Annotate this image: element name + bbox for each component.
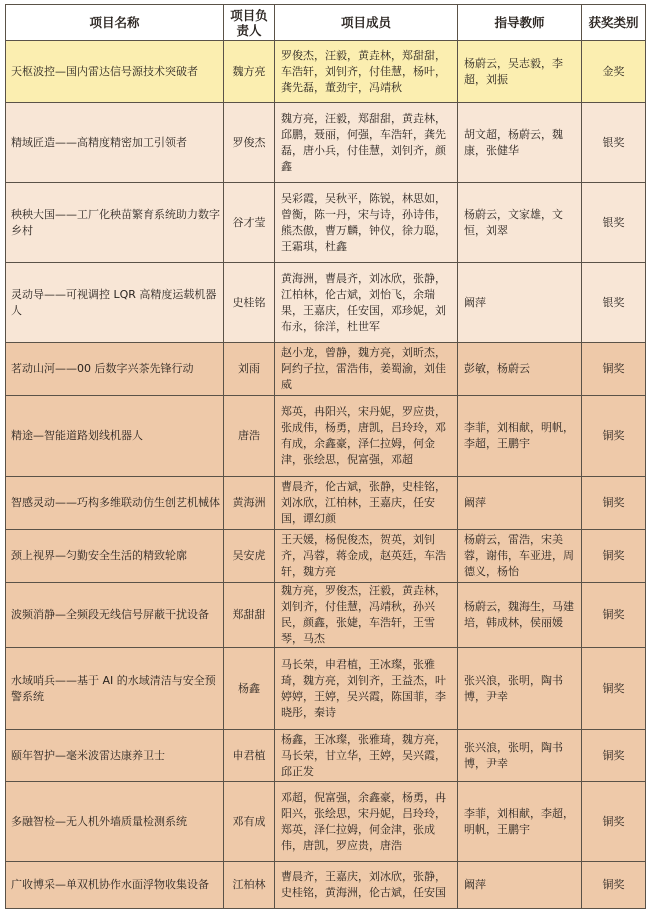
advisors-cell: 李菲，刘相献，明帆，李超，王鹏宇 — [458, 396, 582, 477]
advisors-cell: 阚萍 — [458, 477, 582, 530]
project-leader-cell: 魏方亮 — [224, 41, 275, 103]
advisors-cell: 张兴浪，张明，陶书博，尹幸 — [458, 730, 582, 782]
project-members-cell: 杨鑫，王冰璨，张雅琦，魏方亮，马长荣，甘立华，王婷，吴兴霞，邱正发 — [275, 730, 458, 782]
award-category-cell: 铜奖 — [582, 530, 646, 583]
award-category-cell: 金奖 — [582, 41, 646, 103]
award-category-cell: 铜奖 — [582, 477, 646, 530]
table-row — [6, 862, 646, 909]
award-category-cell: 银奖 — [582, 183, 646, 263]
table-row — [6, 263, 646, 343]
table-row — [6, 343, 646, 396]
award-category-cell: 铜奖 — [582, 583, 646, 648]
advisors-cell: 李菲，刘相献，李超，明帆，王鹏宇 — [458, 782, 582, 862]
header-advisors: 指导教师 — [458, 5, 582, 41]
project-name-cell: 精途—智能道路划线机器人 — [6, 396, 224, 477]
table-row — [6, 103, 646, 183]
award-category-cell: 铜奖 — [582, 648, 646, 730]
award-category-cell: 铜奖 — [582, 396, 646, 477]
project-members-cell: 吴彩霞，吴秋平，陈锐，林思如，曾衡，陈一丹，宋与诗，孙诗伟，熊杰傲，曹万麟，钟仪，徐力聪，王霜琪，杜鑫 — [275, 183, 458, 263]
header-award-category: 获奖类别 — [582, 5, 646, 41]
project-name-cell: 天枢波控—国内雷达信号源技术突破者 — [6, 41, 224, 103]
project-name-cell: 秧秧大国——工厂化秧苗繁育系统助力数字乡村 — [6, 183, 224, 263]
project-name-cell: 多融智检—无人机外墙质量检测系统 — [6, 782, 224, 862]
project-leader-cell: 刘雨 — [224, 343, 275, 396]
project-members-cell: 郑英，冉阳兴，宋丹妮，罗应贵，张成伟，杨勇，唐凯，吕玲玲，邓有成，余鑫豪，泽仁拉姆，何金津，张绘思，倪富强，邓超 — [275, 396, 458, 477]
table-row — [6, 396, 646, 477]
project-name-cell: 茗动山河——00 后数字兴茶先锋行动 — [6, 343, 224, 396]
award-category-cell: 铜奖 — [582, 782, 646, 862]
project-leader-cell: 申君植 — [224, 730, 275, 782]
header-project-members: 项目成员 — [275, 5, 458, 41]
project-name-cell: 颈上视界—匀勤安全生活的精致轮廓 — [6, 530, 224, 583]
project-name-cell: 广收博采—单双机协作水面浮物收集设备 — [6, 862, 224, 909]
project-members-cell: 曹晨齐，伦古斌，张静，史桂铭，刘冰欣，江柏林，王嘉庆，任安国，谭幻颜 — [275, 477, 458, 530]
table-row — [6, 41, 646, 103]
award-category-cell: 铜奖 — [582, 730, 646, 782]
advisors-cell: 杨蔚云，吴志毅，李超，刘振 — [458, 41, 582, 103]
awards-table — [5, 4, 646, 909]
advisors-cell: 杨蔚云，魏海生，马建培，韩成林，侯丽媛 — [458, 583, 582, 648]
table-body — [6, 41, 646, 909]
project-leader-cell: 唐浩 — [224, 396, 275, 477]
table-row — [6, 730, 646, 782]
header-project-leader: 项目负责人 — [224, 5, 275, 41]
advisors-cell: 彭敏，杨蔚云 — [458, 343, 582, 396]
award-category-cell: 银奖 — [582, 103, 646, 183]
table-row — [6, 782, 646, 862]
project-members-cell: 黄海洲，曹晨齐，刘冰欣，张静，江柏林，伦古斌，刘怡飞，余瑞果，王嘉庆，任安国，邓珍妮，刘布永，徐洋，杜世军 — [275, 263, 458, 343]
table-row — [6, 583, 646, 648]
header-project-name: 项目名称 — [6, 5, 224, 41]
project-leader-cell: 江柏林 — [224, 862, 275, 909]
project-members-cell: 魏方亮，罗俊杰，汪毅，黄垚林，刘钊齐，付佳慧，冯靖秋，孙兴民，颜鑫，张婕，车浩轩，王雪琴，马杰 — [275, 583, 458, 648]
project-leader-cell: 罗俊杰 — [224, 103, 275, 183]
project-name-cell: 精域匠造——高精度精密加工引领者 — [6, 103, 224, 183]
awards-table-container — [5, 4, 646, 909]
project-members-cell: 马长荣，申君植，王冰璨，张雅琦，魏方亮，刘钊齐，王益杰，叶婷婷，王婷，吴兴霞，陈国菲，李晓彤，秦诗 — [275, 648, 458, 730]
project-leader-cell: 史桂铭 — [224, 263, 275, 343]
project-name-cell: 颐年智护—毫米波雷达康养卫士 — [6, 730, 224, 782]
project-leader-cell: 吴安虎 — [224, 530, 275, 583]
project-name-cell: 波频消静—全频段无线信号屏蔽干扰设备 — [6, 583, 224, 648]
project-members-cell: 魏方亮，汪毅，郑甜甜，黄垚林，邱鹏，聂丽，何强，车浩轩，龚先磊，唐小兵，付佳慧，刘钊齐，颜鑫 — [275, 103, 458, 183]
project-members-cell: 邓超，倪富强，余鑫豪，杨勇，冉阳兴，张绘思，宋丹妮，吕玲玲，郑英，泽仁拉姆，何金津，张成伟，唐凯，罗应贵，唐浩 — [275, 782, 458, 862]
advisors-cell: 阚萍 — [458, 862, 582, 909]
table-row — [6, 183, 646, 263]
project-name-cell: 智感灵动——巧构多维联动仿生创艺机械体 — [6, 477, 224, 530]
advisors-cell: 杨蔚云，文家雄，文恒，刘翠 — [458, 183, 582, 263]
table-row — [6, 530, 646, 583]
project-leader-cell: 邓有成 — [224, 782, 275, 862]
project-name-cell: 水域哨兵——基于 AI 的水域清洁与安全预警系统 — [6, 648, 224, 730]
award-category-cell: 铜奖 — [582, 343, 646, 396]
project-leader-cell: 郑甜甜 — [224, 583, 275, 648]
table-row — [6, 648, 646, 730]
award-category-cell: 银奖 — [582, 263, 646, 343]
project-members-cell: 王天媛，杨倪俊杰，贺英，刘钊齐，冯蓉，蒋金成，赵英廷，车浩轩，魏方亮 — [275, 530, 458, 583]
header-row — [6, 5, 646, 41]
project-leader-cell: 黄海洲 — [224, 477, 275, 530]
advisors-cell: 张兴浪，张明，陶书博，尹幸 — [458, 648, 582, 730]
project-members-cell: 罗俊杰，汪毅，黄垚林，郑甜甜，车浩轩，刘钊齐，付佳慧，杨叶，龚先磊，董劲宇，冯靖秋 — [275, 41, 458, 103]
advisors-cell: 阚萍 — [458, 263, 582, 343]
project-members-cell: 赵小龙，曾静，魏方亮，刘昕杰，阿约子拉，雷浩伟，姜蜀渝，刘佳威 — [275, 343, 458, 396]
project-leader-cell: 谷才莹 — [224, 183, 275, 263]
table-row — [6, 477, 646, 530]
advisors-cell: 胡文超，杨蔚云，魏康，张健华 — [458, 103, 582, 183]
project-members-cell: 曹晨齐，王嘉庆，刘冰欣，张静，史桂铭，黄海洲，伦古斌，任安国 — [275, 862, 458, 909]
advisors-cell: 杨蔚云，雷浩，宋美蓉，谢伟，车亚进，周德义，杨怡 — [458, 530, 582, 583]
award-category-cell: 铜奖 — [582, 862, 646, 909]
project-name-cell: 灵动导——可视调控 LQR 高精度运载机器人 — [6, 263, 224, 343]
project-leader-cell: 杨鑫 — [224, 648, 275, 730]
